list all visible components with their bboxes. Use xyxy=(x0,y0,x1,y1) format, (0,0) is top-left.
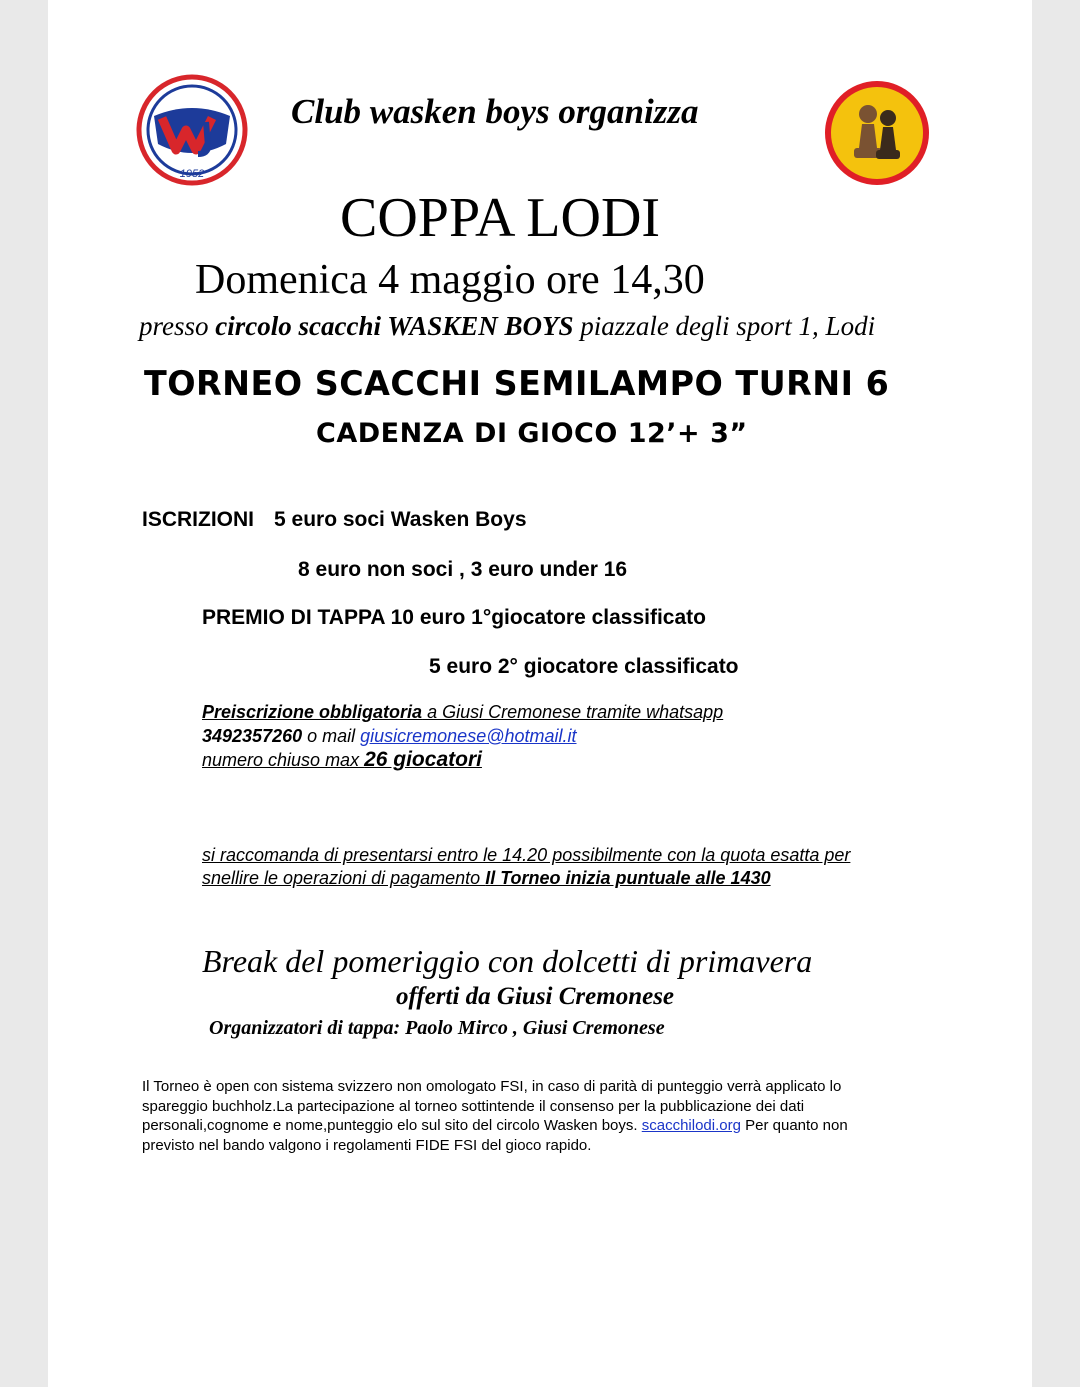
punctuality-note xyxy=(202,844,850,890)
event-location xyxy=(139,311,875,342)
club-heading: Club wasken boys organizza xyxy=(291,92,699,131)
note-line-1: si raccomanda di presentarsi entro le 14.20 possibilmente con la quota esatta per xyxy=(202,845,851,865)
location-club: circolo scacchi WASKEN BOYS xyxy=(215,311,574,341)
chess-pawns-logo xyxy=(822,78,932,188)
offered-by: offerti da Giusi Cremonese xyxy=(396,983,675,1010)
tournament-headline: TORNEO SCACCHI SEMILAMPO TURNI 6 xyxy=(144,364,890,404)
footer-line-3 xyxy=(142,1116,848,1136)
footer-line-2: spareggio buchholz.La partecipazione al torneo sottintende il consenso per la pubblicazione dei dati xyxy=(142,1097,805,1115)
location-address: piazzale degli sport 1, Lodi xyxy=(580,311,876,341)
registration-block xyxy=(202,700,723,772)
registration-contact: a Giusi Cremonese tramite whatsapp xyxy=(422,702,724,722)
fees-others: 8 euro non soci , 3 euro under 16 xyxy=(298,558,628,581)
logo-year: 1952 xyxy=(179,168,205,180)
site-link[interactable]: scacchilodi.org xyxy=(641,1117,741,1134)
event-date: Domenica 4 maggio ore 14,30 xyxy=(195,257,705,303)
tournament-cadence: CADENZA DI GIOCO 12’+ 3” xyxy=(316,418,748,449)
registration-email-link[interactable]: giusicremonese@hotmail.it xyxy=(360,726,577,746)
registration-line-1 xyxy=(202,700,723,724)
footer-line-3-end: Per quanto non xyxy=(740,1117,848,1134)
location-prefix: presso xyxy=(139,311,209,341)
footer-line-3-text: personali,cognome e nome,punteggio elo sul sito del circolo Wasken boys. xyxy=(142,1117,642,1134)
note-line-2 xyxy=(202,867,850,890)
registration-lead: Preiscrizione obbligatoria xyxy=(202,702,423,722)
registration-phone: 3492357260 xyxy=(202,726,303,746)
break-line: Break del pomeriggio con dolcetti di primavera xyxy=(202,943,813,979)
registration-mail-prefix: o mail xyxy=(302,726,361,746)
footer-rules xyxy=(142,1077,848,1155)
note-start-time: Il Torneo inizia puntuale alle 1430 xyxy=(485,868,771,888)
footer-line-1: Il Torneo è open con sistema svizzero non omologato FSI, in caso di parità di punteggio verrà applicato lo xyxy=(142,1078,842,1095)
fees-label: ISCRIZIONI xyxy=(142,508,255,531)
registration-line-2 xyxy=(202,724,723,748)
wasken-boys-logo xyxy=(136,74,248,186)
organizers: Organizzatori di tappa: Paolo Mirco , Giusi Cremonese xyxy=(209,1017,665,1039)
prize-second: 5 euro 2° giocatore classificato xyxy=(429,655,739,678)
registration-limit-prefix: numero chiuso max xyxy=(202,750,365,770)
note-line-2-text: snellire le operazioni di pagamento xyxy=(202,868,486,888)
fees-members xyxy=(142,508,527,532)
fees-members-value: 5 euro soci Wasken Boys xyxy=(274,508,527,531)
footer-line-4: previsto nel bando valgono i regolamenti FIDE FSI del gioco rapido. xyxy=(142,1136,592,1154)
prize-first: PREMIO DI TAPPA 10 euro 1°giocatore classificato xyxy=(202,606,706,629)
page-title: COPPA LODI xyxy=(340,187,661,249)
registration-line-3 xyxy=(202,748,723,772)
registration-limit-value: 26 giocatori xyxy=(364,748,482,771)
poster-page xyxy=(48,0,1032,1387)
